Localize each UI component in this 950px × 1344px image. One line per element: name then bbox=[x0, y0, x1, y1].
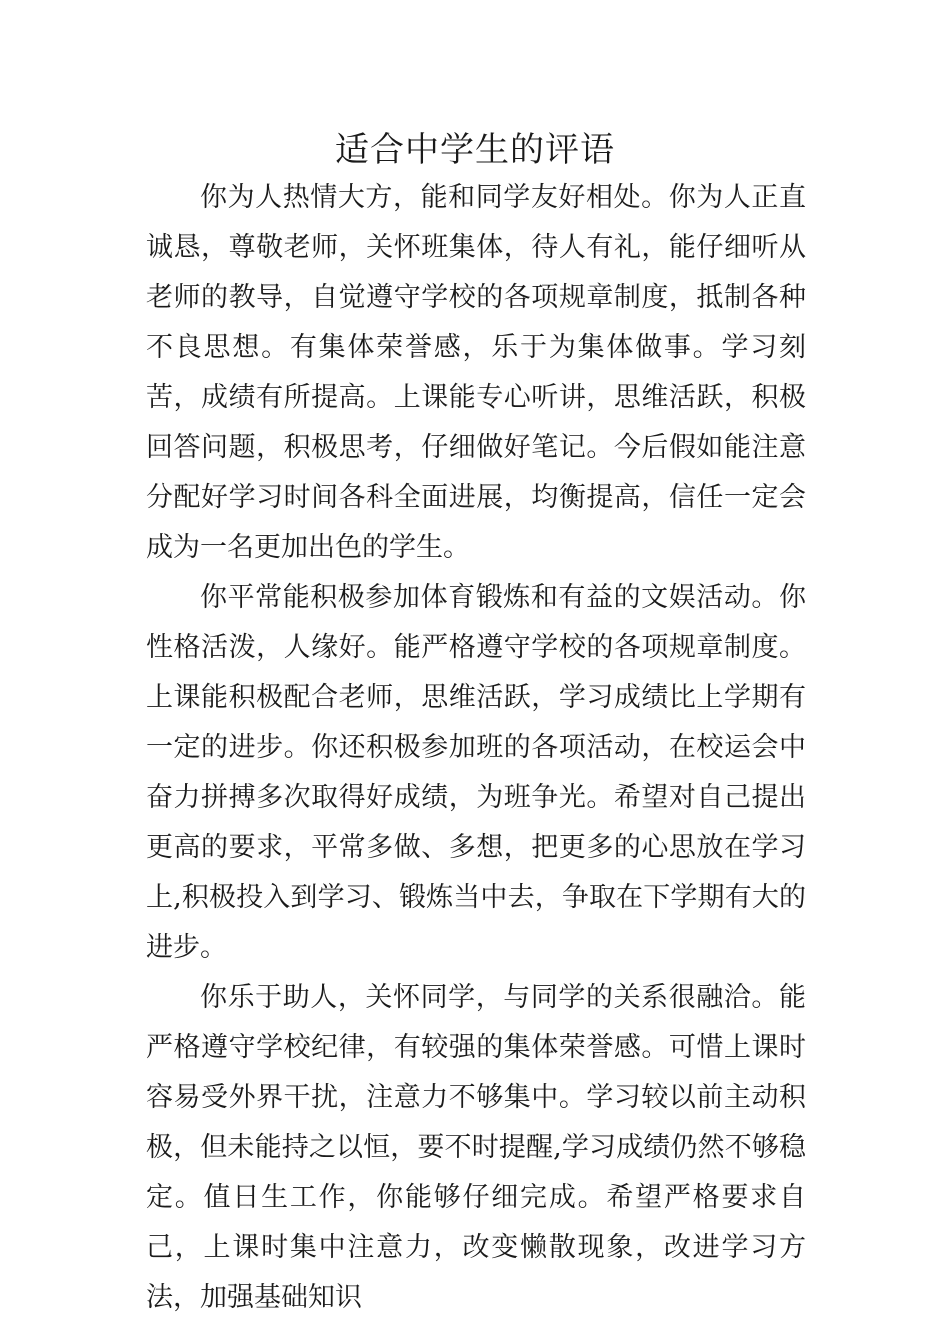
paragraph-1: 你为人热情大方，能和同学友好相处。你为人正直诚恳，尊敬老师，关怀班集体，待人有礼，能仔细听从老师的教导，自觉遵守学校的各项规章制度，抵制各种不良思想。有集体荣誉感，乐于为集体做事。学习刻苦，成绩有所提高。上课能专心听讲，思维活跃，积极回答问题，积极思考，仔细做好笔记。今后假如能注意分配好学习时间各科全面进展，均衡提高，信任一定会成为一名更加出色的学生。 bbox=[146, 182, 806, 563]
paragraph-2: 你平常能积极参加体育锻炼和有益的文娱活动。你性格活泼，人缘好。能严格遵守学校的各项规章制度。上课能积极配合老师，思维活跃，学习成绩比上学期有一定的进步。你还积极参加班的各项活动，在校运会中奋力拼搏多次取得好成绩，为班争光。希望对自己提出更高的要求，平常多做、多想，把更多的心思放在学习上,积极投入到学习、锻炼当中去，争取在下学期有大的进步。 bbox=[146, 582, 806, 963]
paragraph-3: 你乐于助人，关怀同学，与同学的关系很融洽。能严格遵守学校纪律，有较强的集体荣誉感。可惜上课时容易受外界干扰，注意力不够集中。学习较以前主动积极，但未能持之以恒，要不时提醒,学习成绩仍然不够稳定。值日生工作，你能够仔细完成。希望严格要求自己，上课时集中注意力，改变懒散现象，改进学习方法，加强基础知识 bbox=[146, 982, 806, 1313]
page-title: 适合中学生的评语 bbox=[335, 130, 615, 170]
document-body bbox=[146, 173, 806, 1323]
